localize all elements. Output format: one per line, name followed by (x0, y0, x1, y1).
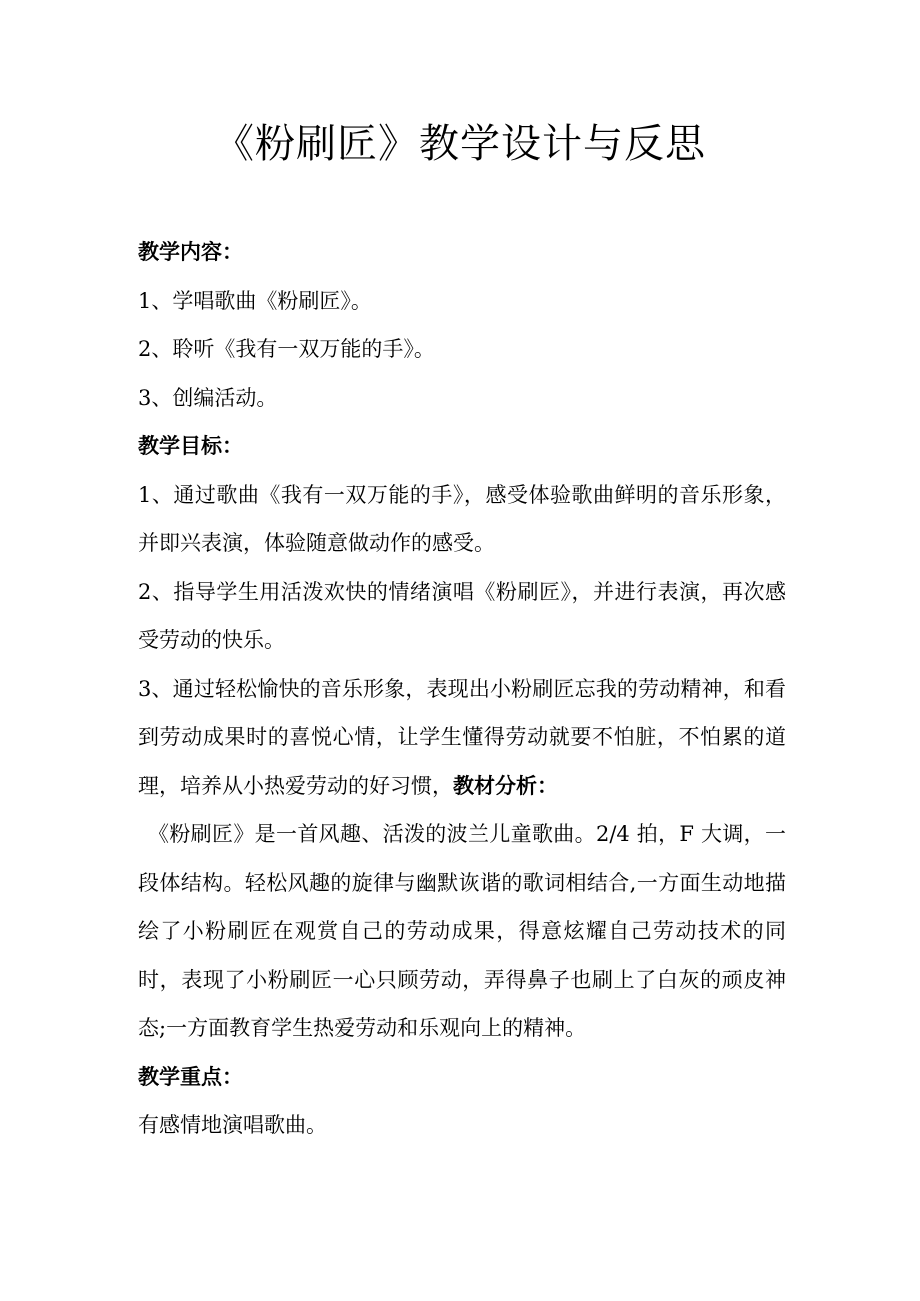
goal-item-2: 2、指导学生用活泼欢快的情绪演唱《粉刷匠》，并进行表演，再次感受劳动的快乐。 (138, 579, 786, 652)
document-body (138, 228, 786, 1150)
section-heading-goals: 教学目标： (138, 433, 243, 458)
content-item-3: 3、创编活动。 (138, 385, 278, 410)
goal-item-1: 1、通过歌曲《我有一双万能的手》，感受体验歌曲鲜明的音乐形象，并即兴表演，体验随意做动作的感受。 (138, 482, 786, 555)
section-heading-focus: 教学重点： (138, 1063, 243, 1089)
goal-item-3: 3、通过轻松愉快的音乐形象，表现出小粉刷匠忘我的劳动精神，和看到劳动成果时的喜悦心情，让学生懂得劳动就要不怕脏，不怕累的道理，培养从小热爱劳动的好习惯， (138, 676, 786, 798)
document-title: 《粉刷匠》教学设计与反思 (214, 121, 706, 167)
analysis-paragraph: 《粉刷匠》是一首风趣、活泼的波兰儿童歌曲。2/4 拍，F 大调，一段体结构。轻松风趣的旋律与幽默诙谐的歌词相结合,一方面生动地描绘了小粉刷匠在观赏自己的劳动成果，得意炫耀自己劳动技术的同时，表现了小粉刷匠一心只顾劳动，弄得鼻子也刷上了白灰的顽皮神态;一方面教育学生热爱劳动和乐观向上的精神。 (138, 822, 786, 1040)
goal-item-3-paragraph (138, 665, 786, 811)
section-heading-analysis: 教材分析： (453, 772, 558, 798)
content-item-1: 1、学唱歌曲《粉刷匠》。 (138, 288, 372, 313)
content-item-2: 2、聆听《我有一双万能的手》。 (138, 337, 435, 361)
focus-text: 有感情地演唱歌曲。 (138, 1113, 327, 1137)
section-heading-content: 教学内容： (138, 239, 243, 264)
